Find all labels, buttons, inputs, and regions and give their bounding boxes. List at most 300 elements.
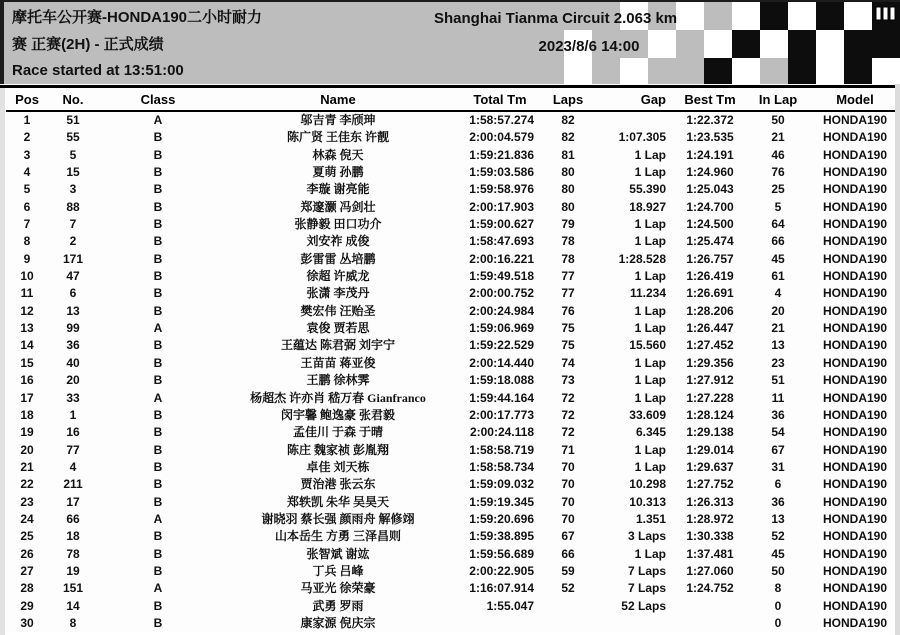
cell-total-tm: 1:59:20.696 bbox=[469, 511, 534, 526]
cell-no: 78 bbox=[66, 546, 80, 561]
cell-name: 张潇 李茂丹 bbox=[306, 286, 370, 301]
cell-no: 33 bbox=[66, 390, 80, 405]
cell-in-lap: 64 bbox=[771, 217, 785, 232]
cell-in-lap: 36 bbox=[771, 407, 785, 422]
cell-best-tm: 1:28.206 bbox=[686, 303, 734, 318]
cell-class: B bbox=[153, 269, 163, 284]
cell-gap: 1 Lap bbox=[634, 321, 666, 336]
cell-in-lap: 50 bbox=[771, 113, 785, 127]
result-row bbox=[6, 546, 900, 563]
cell-gap: 1.351 bbox=[635, 511, 666, 526]
cell-class: A bbox=[153, 581, 163, 596]
cell-laps: 72 bbox=[561, 407, 575, 422]
bars-icon bbox=[876, 7, 895, 20]
cell-gap: 11.234 bbox=[629, 286, 666, 301]
cell-model: HONDA190 bbox=[822, 598, 888, 613]
cell-no: 15 bbox=[66, 165, 80, 180]
cell-class: B bbox=[153, 130, 163, 145]
cell-laps: 72 bbox=[561, 425, 575, 440]
page-left-margin bbox=[0, 88, 5, 635]
cell-class: B bbox=[153, 165, 163, 180]
cell-in-lap: 45 bbox=[771, 251, 785, 266]
cell-total-tm: 1:59:00.627 bbox=[469, 217, 534, 232]
cell-name: 樊宏伟 汪贻圣 bbox=[300, 303, 376, 318]
cell-model: HONDA190 bbox=[822, 373, 888, 388]
result-row bbox=[6, 285, 900, 302]
cell-name: 王鹏 徐林霁 bbox=[306, 373, 370, 388]
cell-laps: 81 bbox=[561, 147, 575, 162]
cell-class: B bbox=[153, 563, 163, 578]
cell-no: 1 bbox=[69, 407, 77, 422]
cell-pos: 14 bbox=[20, 338, 34, 353]
result-row bbox=[6, 320, 900, 337]
cell-gap: 10.298 bbox=[629, 477, 666, 492]
cell-laps: 82 bbox=[561, 113, 575, 127]
cell-model: HONDA190 bbox=[822, 407, 888, 422]
cell-best-tm: 1:25.474 bbox=[686, 234, 734, 249]
cell-name: 马亚光 徐荣豪 bbox=[300, 581, 376, 596]
cell-best-tm: 1:27.060 bbox=[686, 563, 734, 578]
cell-in-lap: 0 bbox=[774, 598, 782, 613]
cell-model: HONDA190 bbox=[822, 217, 888, 232]
sheet-header bbox=[0, 0, 900, 84]
column-header-gap: Gap bbox=[594, 88, 674, 111]
cell-class: B bbox=[153, 286, 163, 301]
cell-pos: 20 bbox=[20, 442, 34, 457]
cell-no: 211 bbox=[63, 477, 83, 492]
cell-best-tm: 1:29.637 bbox=[686, 459, 734, 474]
cell-model: HONDA190 bbox=[822, 442, 888, 457]
result-row bbox=[6, 251, 900, 268]
cell-total-tm: 2:00:24.984 bbox=[469, 303, 534, 318]
result-row bbox=[6, 233, 900, 250]
cell-name: 康家源 倪庆宗 bbox=[300, 615, 376, 630]
cell-in-lap: 20 bbox=[771, 303, 785, 318]
cell-laps: 70 bbox=[561, 477, 575, 492]
cell-in-lap: 21 bbox=[771, 321, 785, 336]
cell-no: 13 bbox=[66, 303, 80, 318]
result-row bbox=[6, 615, 900, 632]
cell-pos: 30 bbox=[20, 615, 34, 630]
cell-class: B bbox=[153, 303, 163, 318]
cell-best-tm bbox=[674, 598, 746, 615]
cell-total-tm: 1:59:09.032 bbox=[469, 477, 534, 492]
cell-no: 5 bbox=[69, 147, 77, 162]
cell-best-tm: 1:26.419 bbox=[686, 269, 734, 284]
cell-gap: 10.313 bbox=[629, 494, 666, 509]
column-header-name: Name bbox=[218, 88, 458, 111]
result-row bbox=[6, 355, 900, 372]
cell-class: B bbox=[153, 373, 163, 388]
cell-laps: 67 bbox=[561, 529, 575, 544]
results-table bbox=[6, 88, 900, 632]
cell-name: 袁俊 贾若思 bbox=[306, 321, 370, 336]
cell-gap: 1 Lap bbox=[634, 234, 666, 249]
cell-class: A bbox=[153, 390, 163, 405]
cell-gap: 1 Lap bbox=[634, 217, 666, 232]
cell-model: HONDA190 bbox=[822, 338, 888, 353]
cell-best-tm: 1:29.014 bbox=[686, 442, 734, 457]
result-row bbox=[6, 303, 900, 320]
cell-name: 郑轶凯 朱华 吴昊天 bbox=[286, 494, 389, 509]
circuit-name: Shanghai Tianma Circuit 2.063 km bbox=[434, 10, 678, 27]
cell-best-tm: 1:28.972 bbox=[686, 511, 734, 526]
cell-name: 武勇 罗雨 bbox=[312, 598, 364, 613]
cell-model: HONDA190 bbox=[822, 286, 888, 301]
result-row bbox=[6, 407, 900, 424]
cell-best-tm: 1:27.228 bbox=[686, 390, 734, 405]
cell-laps: 78 bbox=[561, 251, 575, 266]
cell-pos: 10 bbox=[20, 269, 34, 284]
cell-class: B bbox=[153, 355, 163, 370]
cell-pos: 9 bbox=[23, 251, 31, 266]
result-row bbox=[6, 199, 900, 216]
column-header-pos: Pos bbox=[6, 88, 48, 111]
result-row bbox=[6, 442, 900, 459]
result-row bbox=[6, 147, 900, 164]
cell-laps: 75 bbox=[561, 321, 575, 336]
cell-in-lap: 5 bbox=[774, 199, 782, 214]
cell-class: B bbox=[153, 407, 163, 422]
result-row bbox=[6, 337, 900, 354]
cell-laps: 52 bbox=[561, 581, 575, 596]
cell-pos: 5 bbox=[23, 182, 31, 197]
cell-pos: 27 bbox=[20, 563, 34, 578]
cell-name: 李璇 谢亮能 bbox=[306, 182, 370, 197]
column-header-total-tm: Total Tm bbox=[458, 88, 542, 111]
cell-pos: 13 bbox=[20, 321, 34, 336]
cell-best-tm: 1:26.313 bbox=[686, 494, 734, 509]
cell-in-lap: 61 bbox=[771, 269, 785, 284]
cell-no: 151 bbox=[62, 581, 84, 596]
cell-model: HONDA190 bbox=[822, 477, 888, 492]
cell-class: B bbox=[153, 182, 163, 197]
cell-no: 55 bbox=[66, 130, 80, 145]
cell-class: B bbox=[153, 615, 163, 630]
cell-in-lap: 13 bbox=[771, 511, 785, 526]
column-header-best-tm: Best Tm bbox=[674, 88, 746, 111]
cell-model: HONDA190 bbox=[822, 165, 888, 180]
cell-no: 7 bbox=[69, 217, 77, 232]
cell-best-tm: 1:27.752 bbox=[686, 477, 734, 492]
cell-gap: 1:28.528 bbox=[618, 251, 666, 266]
cell-in-lap: 50 bbox=[771, 563, 785, 578]
cell-class: B bbox=[153, 338, 163, 353]
cell-no: 16 bbox=[66, 425, 80, 440]
column-header-laps: Laps bbox=[542, 88, 594, 111]
cell-in-lap: 13 bbox=[771, 338, 785, 353]
cell-gap: 7 Laps bbox=[627, 563, 666, 578]
cell-no: 14 bbox=[66, 598, 80, 613]
cell-name: 卓佳 刘天栋 bbox=[306, 459, 370, 474]
cell-model: HONDA190 bbox=[822, 251, 888, 266]
cell-total-tm: 1:59:49.518 bbox=[469, 269, 534, 284]
cell-class: B bbox=[153, 251, 163, 266]
cell-best-tm: 1:23.535 bbox=[686, 130, 734, 145]
cell-no: 36 bbox=[66, 338, 80, 353]
cell-best-tm: 1:30.338 bbox=[686, 529, 734, 544]
column-header-no: No. bbox=[48, 88, 98, 111]
cell-in-lap: 51 bbox=[771, 373, 785, 388]
cell-name: 丁兵 吕峰 bbox=[312, 563, 364, 578]
cell-no: 20 bbox=[66, 373, 80, 388]
cell-model: HONDA190 bbox=[822, 494, 888, 509]
cell-in-lap: 52 bbox=[771, 529, 785, 544]
cell-laps: 66 bbox=[561, 546, 575, 561]
cell-laps: 72 bbox=[561, 390, 575, 405]
cell-no: 18 bbox=[66, 529, 80, 544]
cell-total-tm: 2:00:00.752 bbox=[469, 286, 534, 301]
column-header-class: Class bbox=[98, 88, 218, 111]
cell-gap: 1 Lap bbox=[634, 546, 666, 561]
cell-name: 张智斌 谢竑 bbox=[306, 546, 370, 561]
cell-laps: 75 bbox=[561, 338, 575, 353]
cell-no: 66 bbox=[66, 511, 80, 526]
cell-name: 贾治港 张云东 bbox=[300, 477, 376, 492]
cell-name: 陈庄 魏家祯 彭胤翔 bbox=[286, 442, 389, 457]
cell-pos: 4 bbox=[23, 165, 31, 180]
cell-name: 闵宇馨 鲍逸豪 张君毅 bbox=[280, 407, 395, 422]
cell-total-tm: 1:59:18.088 bbox=[469, 373, 534, 388]
cell-class: A bbox=[153, 321, 163, 336]
result-row bbox=[6, 390, 900, 407]
cell-total-tm: 1:59:03.586 bbox=[469, 165, 534, 180]
cell-class: B bbox=[153, 598, 163, 613]
cell-no: 40 bbox=[66, 355, 80, 370]
result-row bbox=[6, 372, 900, 389]
cell-model: HONDA190 bbox=[822, 321, 888, 336]
cell-gap: 1 Lap bbox=[634, 459, 666, 474]
cell-gap: 1 Lap bbox=[634, 165, 666, 180]
result-row bbox=[6, 424, 900, 441]
race-started-text: Race started at 13:51:00 bbox=[12, 62, 184, 79]
cell-class: B bbox=[153, 147, 163, 162]
cell-best-tm: 1:24.500 bbox=[686, 217, 734, 232]
header-titles bbox=[12, 4, 262, 84]
cell-class: B bbox=[153, 459, 163, 474]
result-row bbox=[6, 476, 900, 493]
cell-pos: 6 bbox=[23, 199, 31, 214]
cell-model: HONDA190 bbox=[822, 199, 888, 214]
cell-name: 山本岳生 方勇 三泽昌则 bbox=[274, 529, 401, 544]
cell-best-tm: 1:24.752 bbox=[686, 581, 734, 596]
cell-gap: 1 Lap bbox=[634, 355, 666, 370]
cell-no: 6 bbox=[69, 286, 77, 301]
cell-gap: 15.560 bbox=[629, 338, 666, 353]
cell-gap: 55.390 bbox=[629, 182, 666, 197]
page-right-margin bbox=[895, 84, 900, 635]
cell-model: HONDA190 bbox=[822, 563, 888, 578]
cell-best-tm: 1:24.191 bbox=[686, 147, 734, 162]
cell-laps: 82 bbox=[561, 130, 575, 145]
cell-gap: 1 Lap bbox=[634, 147, 666, 162]
cell-laps: 73 bbox=[561, 373, 575, 388]
cell-name: 林森 倪天 bbox=[312, 147, 364, 162]
cell-gap: 1 Lap bbox=[634, 269, 666, 284]
result-row bbox=[6, 494, 900, 511]
cell-name: 刘安祚 成俊 bbox=[306, 234, 370, 249]
cell-class: B bbox=[153, 477, 163, 492]
cell-in-lap: 54 bbox=[771, 425, 785, 440]
cell-best-tm: 1:24.700 bbox=[686, 199, 734, 214]
cell-total-tm: 1:59:21.836 bbox=[469, 147, 534, 162]
cell-total-tm: 1:58:58.719 bbox=[469, 442, 534, 457]
result-row bbox=[6, 580, 900, 597]
cell-in-lap: 0 bbox=[774, 615, 782, 630]
cell-model: HONDA190 bbox=[822, 234, 888, 249]
cell-model: HONDA190 bbox=[822, 303, 888, 318]
cell-best-tm: 1:37.481 bbox=[686, 546, 734, 561]
cell-laps: 70 bbox=[561, 494, 575, 509]
cell-model: HONDA190 bbox=[822, 581, 888, 596]
cell-total-tm: 1:58:58.734 bbox=[469, 459, 534, 474]
session-datetime: 2023/8/6 14:00 bbox=[538, 38, 640, 55]
result-row bbox=[6, 511, 900, 528]
cell-laps: 80 bbox=[561, 199, 575, 214]
cell-total-tm bbox=[458, 615, 542, 632]
cell-total-tm: 1:59:06.969 bbox=[469, 321, 534, 336]
cell-pos: 8 bbox=[23, 234, 31, 249]
cell-pos: 7 bbox=[23, 217, 31, 232]
session-title: 赛 正赛(2H) - 正式成绩 bbox=[12, 36, 164, 53]
cell-name: 彭雷雷 丛培鹏 bbox=[300, 251, 376, 266]
cell-class: B bbox=[153, 234, 163, 249]
cell-pos: 21 bbox=[20, 459, 34, 474]
cell-laps: 77 bbox=[561, 269, 575, 284]
cell-best-tm: 1:27.452 bbox=[686, 338, 734, 353]
cell-total-tm: 1:59:58.976 bbox=[469, 182, 534, 197]
result-row bbox=[6, 181, 900, 198]
result-row bbox=[6, 129, 900, 146]
cell-in-lap: 45 bbox=[771, 546, 785, 561]
cell-class: B bbox=[153, 494, 163, 509]
cell-gap: 1 Lap bbox=[634, 442, 666, 457]
cell-best-tm: 1:24.960 bbox=[686, 165, 734, 180]
cell-laps: 70 bbox=[561, 511, 575, 526]
cell-best-tm bbox=[674, 615, 746, 632]
cell-class: A bbox=[153, 511, 163, 526]
cell-pos: 29 bbox=[20, 598, 34, 613]
cell-total-tm: 2:00:24.118 bbox=[469, 425, 534, 440]
result-row bbox=[6, 268, 900, 285]
cell-in-lap: 67 bbox=[771, 442, 785, 457]
results-table-area bbox=[0, 88, 900, 632]
cell-name: 张静毅 田口功介 bbox=[294, 217, 382, 232]
cell-name: 孟佳川 于森 于晴 bbox=[292, 425, 383, 440]
cell-no: 2 bbox=[69, 234, 77, 249]
cell-pos: 18 bbox=[20, 407, 34, 422]
column-header-model: Model bbox=[810, 88, 900, 111]
cell-best-tm: 1:27.912 bbox=[686, 373, 734, 388]
cell-no: 47 bbox=[66, 269, 80, 284]
result-row bbox=[6, 459, 900, 476]
column-header-row bbox=[6, 88, 900, 111]
cell-model: HONDA190 bbox=[822, 182, 888, 197]
cell-pos: 12 bbox=[20, 303, 34, 318]
cell-name: 谢晓羽 蔡长强 颜雨舟 解修翊 bbox=[261, 511, 415, 526]
cell-pos: 26 bbox=[20, 546, 34, 561]
cell-no: 17 bbox=[66, 494, 80, 509]
cell-name: 王蕴达 陈君弼 刘宇宁 bbox=[280, 338, 395, 353]
cell-best-tm: 1:26.691 bbox=[686, 286, 734, 301]
cell-pos: 11 bbox=[20, 286, 34, 301]
result-row bbox=[6, 528, 900, 545]
cell-total-tm: 2:00:04.579 bbox=[469, 130, 534, 145]
cell-in-lap: 25 bbox=[771, 182, 785, 197]
cell-in-lap: 23 bbox=[771, 355, 785, 370]
cell-gap bbox=[594, 615, 674, 632]
cell-total-tm: 2:00:16.221 bbox=[469, 251, 534, 266]
cell-best-tm: 1:26.757 bbox=[686, 251, 734, 266]
cell-class: B bbox=[153, 546, 163, 561]
cell-best-tm: 1:26.447 bbox=[686, 321, 734, 336]
cell-gap: 3 Laps bbox=[627, 529, 666, 544]
cell-class: A bbox=[153, 113, 163, 127]
cell-total-tm: 1:58:47.693 bbox=[469, 234, 534, 249]
cell-name: 邬吉青 李颀珅 bbox=[300, 113, 376, 127]
cell-total-tm: 1:55.047 bbox=[486, 598, 534, 613]
cell-class: B bbox=[153, 425, 163, 440]
cell-pos: 19 bbox=[20, 425, 34, 440]
cell-pos: 24 bbox=[20, 511, 34, 526]
cell-in-lap: 6 bbox=[774, 477, 782, 492]
result-row bbox=[6, 598, 900, 615]
cell-gap: 6.345 bbox=[635, 425, 666, 440]
cell-total-tm: 1:59:22.529 bbox=[469, 338, 534, 353]
cell-total-tm: 1:59:38.895 bbox=[469, 529, 534, 544]
cell-no: 88 bbox=[66, 199, 80, 214]
cell-pos: 23 bbox=[20, 494, 34, 509]
cell-laps bbox=[542, 615, 594, 632]
cell-in-lap: 11 bbox=[771, 390, 785, 405]
cell-total-tm: 1:58:57.274 bbox=[469, 113, 534, 127]
cell-name: 夏萌 孙鹏 bbox=[312, 165, 364, 180]
cell-in-lap: 31 bbox=[771, 459, 785, 474]
cell-class: B bbox=[153, 199, 163, 214]
cell-model: HONDA190 bbox=[822, 529, 888, 544]
cell-no: 19 bbox=[66, 563, 80, 578]
cell-pos: 1 bbox=[23, 113, 31, 127]
cell-best-tm: 1:29.356 bbox=[686, 355, 734, 370]
cell-model: HONDA190 bbox=[822, 425, 888, 440]
cell-gap: 18.927 bbox=[629, 199, 666, 214]
cell-laps: 71 bbox=[561, 442, 575, 457]
cell-total-tm: 2:00:17.903 bbox=[469, 199, 534, 214]
cell-model: HONDA190 bbox=[822, 459, 888, 474]
cell-model: HONDA190 bbox=[822, 511, 888, 526]
cell-total-tm: 2:00:17.773 bbox=[469, 407, 534, 422]
cell-gap: 1 Lap bbox=[634, 303, 666, 318]
cell-no: 77 bbox=[66, 442, 80, 457]
cell-total-tm: 2:00:14.440 bbox=[469, 355, 534, 370]
cell-model: HONDA190 bbox=[822, 355, 888, 370]
cell-gap: 1 Lap bbox=[634, 390, 666, 405]
cell-model: HONDA190 bbox=[822, 113, 888, 127]
cell-in-lap: 4 bbox=[774, 286, 782, 301]
cell-class: B bbox=[153, 529, 163, 544]
cell-model: HONDA190 bbox=[822, 390, 888, 405]
cell-laps: 76 bbox=[561, 303, 575, 318]
cell-pos: 16 bbox=[20, 373, 34, 388]
cell-model: HONDA190 bbox=[822, 546, 888, 561]
cell-laps: 78 bbox=[561, 234, 575, 249]
cell-name: 郑邃灏 冯剑壮 bbox=[300, 199, 376, 214]
cell-total-tm: 1:59:56.689 bbox=[469, 546, 534, 561]
cell-model: HONDA190 bbox=[822, 615, 888, 630]
cell-name: 杨超杰 许亦肖 嵇万春 Gianfranco bbox=[250, 390, 426, 405]
cell-model: HONDA190 bbox=[822, 130, 888, 145]
cell-best-tm: 1:29.138 bbox=[686, 425, 734, 440]
